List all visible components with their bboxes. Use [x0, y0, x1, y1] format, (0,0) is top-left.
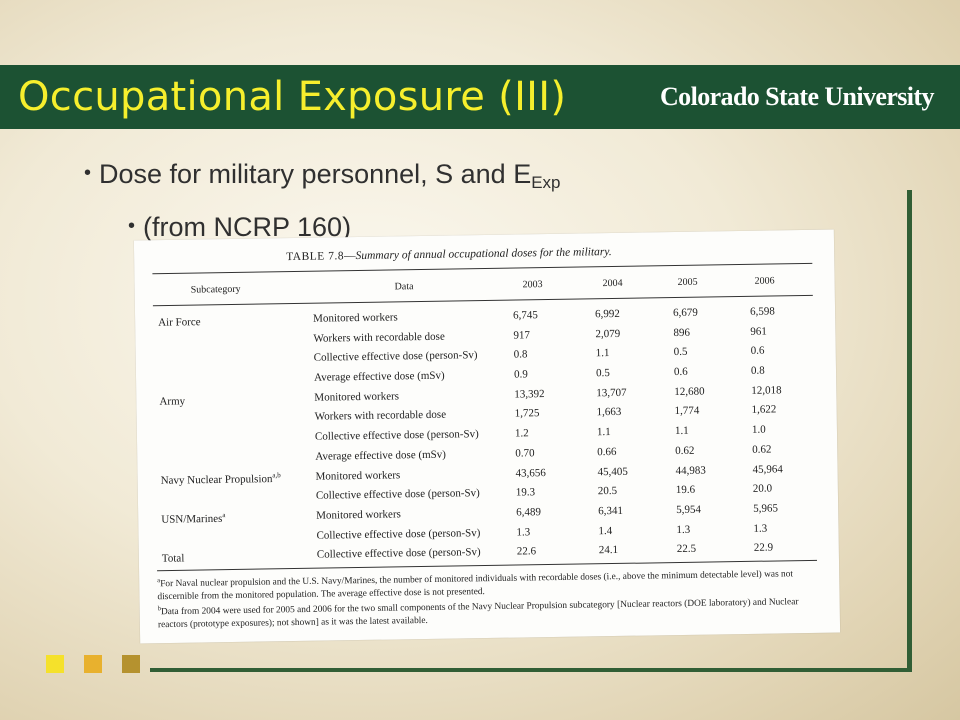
frame-bottom-line	[150, 668, 912, 672]
row-value: 6,598	[749, 305, 775, 318]
row-value: 13,707	[596, 386, 627, 400]
row-value: 0.8	[513, 348, 528, 361]
row-value: 5,965	[753, 502, 779, 515]
footnote-mark: a	[157, 577, 161, 585]
row-subcategory	[158, 314, 201, 328]
row-subcategory	[161, 471, 281, 487]
row-subcategory-note: a	[222, 510, 226, 520]
row-value: 1,725	[514, 407, 540, 420]
row-value: 0.62	[752, 443, 772, 456]
row-value: 0.5	[595, 367, 610, 380]
row-value: 0.8	[750, 364, 765, 377]
header-year: 2004	[602, 277, 623, 290]
bullet-dot-icon: •	[128, 215, 136, 237]
row-value: 0.70	[515, 447, 535, 460]
row-data-label: Monitored workers	[315, 468, 401, 483]
row-data-label: Collective effective dose (person-Sv)	[315, 487, 480, 502]
row-value: 22.6	[516, 545, 537, 558]
row-value: 0.66	[597, 445, 617, 459]
bullet-1-subscript: Exp	[531, 173, 561, 192]
row-subcategory-note: a,b	[272, 470, 281, 479]
square-icon	[46, 655, 64, 673]
row-data-label: Collective effective dose (person-Sv)	[313, 349, 478, 365]
table-caption-separator: —	[343, 250, 356, 263]
row-value: 6,679	[672, 306, 698, 320]
row-value: 2,079	[595, 327, 621, 340]
row-value: 1,622	[751, 403, 777, 417]
footnote-mark: b	[157, 605, 161, 613]
row-data-label: Collective effective dose (person-Sv)	[314, 428, 479, 443]
row-data-label: Average effective dose (mSv)	[313, 369, 445, 384]
row-value: 5,954	[676, 503, 702, 516]
row-value: 44,983	[675, 464, 706, 477]
row-value: 45,405	[597, 465, 628, 478]
header-year: 2005	[677, 276, 698, 288]
row-value: 1.3	[753, 522, 768, 535]
header-year: 2003	[522, 279, 543, 291]
table-number: TABLE 7.8	[286, 250, 345, 264]
scanned-table-image	[134, 230, 840, 644]
row-value: 20.5	[597, 485, 618, 498]
row-data-label: Monitored workers	[314, 390, 400, 404]
bullet-2-text: (from NCRP 160)	[143, 212, 352, 242]
row-data-label: Monitored workers	[313, 311, 398, 325]
row-value: 1.4	[598, 524, 613, 537]
square-icon	[122, 655, 140, 673]
row-subcategory-text: Navy Nuclear Propulsion	[160, 472, 273, 487]
row-value: 13,392	[514, 387, 545, 401]
row-subcategory	[159, 393, 185, 407]
table-footnotes	[157, 565, 826, 632]
row-value: 6,489	[516, 506, 542, 519]
row-data-label: Average effective dose (mSv)	[315, 448, 446, 463]
row-value: 0.9	[513, 368, 528, 381]
row-value: 6,745	[513, 309, 538, 322]
row-value: 917	[513, 329, 531, 342]
row-value: 19.6	[675, 483, 696, 497]
university-logo: Colorado State University	[660, 82, 934, 111]
frame-right-line	[907, 190, 912, 672]
table-caption	[286, 246, 612, 263]
bullet-dot-icon: •	[84, 162, 92, 184]
square-icon	[84, 655, 102, 673]
row-value: 0.62	[675, 444, 695, 457]
row-value: 0.6	[750, 345, 765, 358]
row-subcategory-text: Army	[159, 395, 186, 408]
table-body	[135, 303, 839, 570]
row-value: 1.0	[751, 423, 766, 436]
table-rule-top	[152, 263, 812, 275]
row-value: 1,774	[674, 405, 700, 418]
row-value: 6,992	[594, 307, 620, 321]
bullet-1-text: Dose for military personnel, S and E	[99, 159, 532, 189]
row-value: 45,964	[752, 462, 783, 476]
header-data: Data	[394, 281, 414, 293]
footnote-text: Data from 2004 were used for 2005 and 2006 for the two small components of the Navy Nuclear Propulsion subcategory [Nuclear reactors (DOE laboratory) and Nuclear reactors (prototype exposures); not shown] as it was the latest available.	[157, 597, 799, 630]
row-value: 20.0	[752, 482, 773, 496]
header-year: 2006	[754, 275, 775, 287]
row-value: 1,663	[596, 406, 622, 419]
row-value: 43,656	[515, 466, 546, 480]
row-subcategory-text: USN/Marines	[161, 512, 223, 526]
footnote-text: For Naval nuclear propulsion and the U.S. Navy/Marines, the number of monitored individuals with recordable doses (i.e., above the minimum detectable level) was not discernible from the monitored population. The average effective dose is not presented.	[157, 569, 794, 602]
bullet-1	[84, 156, 561, 200]
slide-title: Occupational Exposure (III)	[18, 74, 567, 120]
row-value: 1.3	[516, 525, 531, 539]
row-value: 22.5	[676, 542, 697, 556]
row-value: 1.1	[595, 347, 610, 360]
row-value: 6,341	[598, 504, 624, 518]
table-caption-text: Summary of annual occupational doses for the military.	[355, 246, 612, 263]
row-value: 1.1	[674, 424, 689, 438]
row-value: 0.5	[673, 346, 688, 359]
row-value: 1.2	[514, 427, 529, 440]
row-value: 12,018	[751, 384, 782, 397]
row-data-label: Workers with recordable dose	[314, 409, 447, 424]
row-subcategory-text: Air Force	[158, 316, 201, 329]
row-data-label: Collective effective dose (person-Sv)	[316, 546, 481, 561]
row-value: 12,680	[674, 385, 705, 398]
row-subcategory	[161, 511, 225, 526]
row-value: 22.9	[753, 541, 774, 555]
row-value: 896	[673, 326, 690, 339]
row-subcategory	[162, 551, 185, 565]
row-value: 0.6	[673, 365, 688, 379]
header-subcategory: Subcategory	[190, 283, 241, 296]
row-value: 19.3	[515, 486, 536, 499]
row-value: 1.1	[596, 426, 611, 439]
row-data-label: Workers with recordable dose	[313, 330, 445, 345]
row-value: 1.3	[676, 523, 691, 536]
row-data-label: Collective effective dose (person-Sv)	[316, 526, 481, 542]
row-value: 24.1	[598, 544, 619, 557]
row-subcategory-text: Total	[161, 552, 185, 566]
row-value: 961	[750, 325, 767, 338]
row-data-label: Monitored workers	[316, 508, 401, 522]
